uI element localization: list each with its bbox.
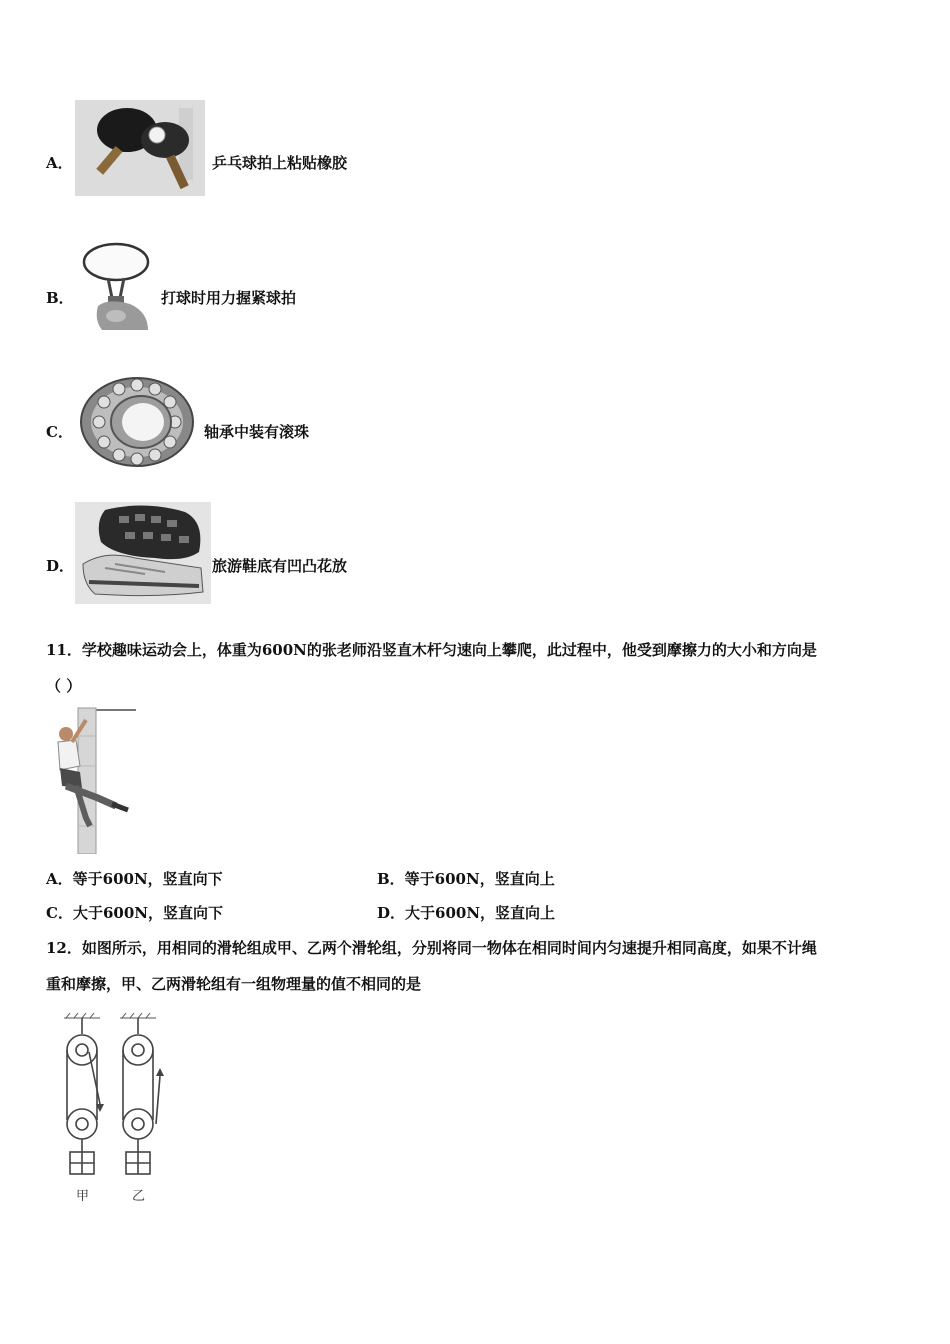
hiking-shoe-icon: [75, 502, 211, 604]
option-d-text: 旅游鞋底有凹凸花放: [212, 557, 348, 575]
option-d-letter: D．: [46, 557, 75, 575]
option-b-letter: B．: [46, 289, 74, 307]
option-a-letter: A．: [46, 154, 73, 172]
question-11-choice-b: B．等于600N，竖直向上: [377, 870, 555, 888]
question-11-line-1: 11．学校趣味运动会上，体重为600N的张老师沿竖直木杆匀速向上攀爬，此过程中，他受到摩擦力的大小和方向是: [46, 641, 817, 659]
option-b-text: 打球时用力握紧球拍: [161, 289, 297, 307]
pole-climber-icon: [46, 706, 136, 854]
option-c-text: 轴承中装有滚珠: [204, 423, 310, 441]
question-11-choice-c: C．大于600N，竖直向下: [46, 904, 223, 922]
pulley-systems-diagram: [56, 1012, 176, 1206]
question-11-choice-d: D．大于600N，竖直向上: [377, 904, 556, 922]
label-jia: 甲: [76, 1189, 90, 1204]
option-a-text: 乒乓球拍上粘贴橡胶: [212, 154, 348, 172]
question-12-line-1: 12．如图所示，用相同的滑轮组成甲、乙两个滑轮组，分别将同一物体在相同时间内匀速提升相同高度，如果不计绳: [46, 939, 817, 957]
question-11-line-2: （ ）: [46, 677, 82, 695]
tennis-racket-icon: [78, 240, 154, 332]
ping-pong-paddles-icon: [75, 100, 205, 196]
question-12-line-2: 重和摩擦，甲、乙两滑轮组有一组物理量的值不相同的是: [46, 975, 422, 993]
option-c-letter: C．: [46, 423, 73, 441]
question-11-choice-a: A．等于600N，竖直向下: [46, 870, 223, 888]
label-yi: 乙: [132, 1189, 146, 1204]
ball-bearing-icon: [75, 372, 199, 472]
